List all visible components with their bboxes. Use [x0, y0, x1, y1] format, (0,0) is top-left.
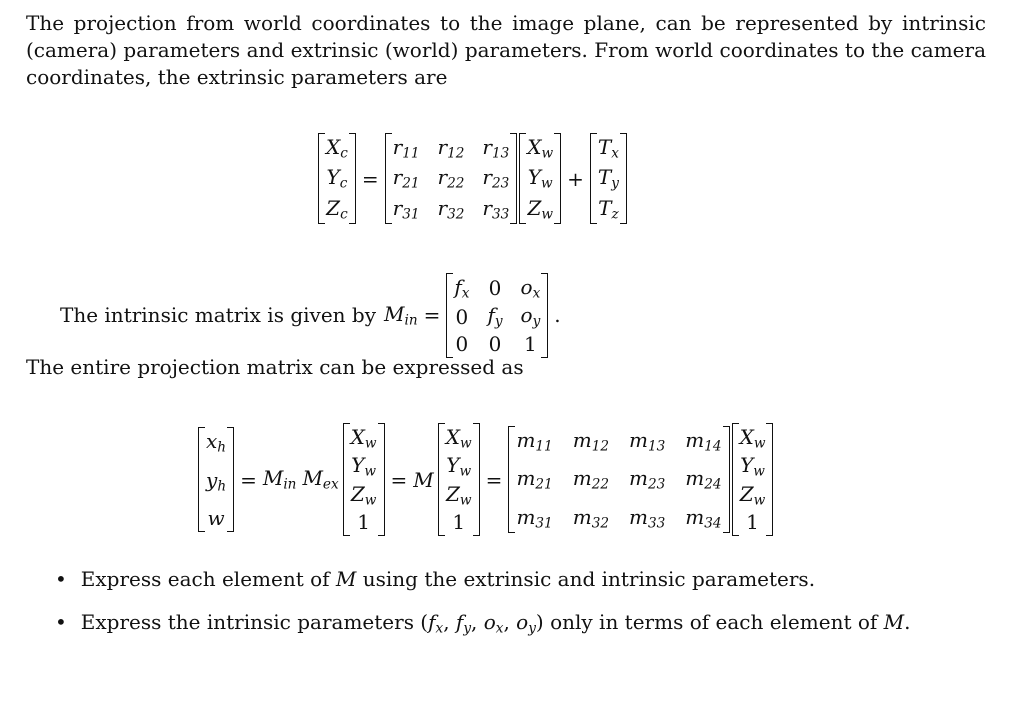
m13: $m_{13}$: [629, 428, 666, 455]
min-symbol: $M_{in}$: [262, 466, 297, 493]
equals-sign: =: [361, 166, 379, 191]
zw-element: $Z_w$: [350, 481, 377, 509]
m21: $m_{21}$: [516, 466, 553, 493]
intrinsic-symbol: $M_{in}$: [384, 302, 418, 329]
tz-element: $T_z$: [598, 195, 619, 223]
r33: $r_{33}$: [482, 195, 510, 223]
ty-element: $T_y$: [597, 165, 619, 192]
list-item: • Express each element of M using the extrinsic and intrinsic parameters.: [55, 567, 911, 591]
intrinsic-equation: [60, 273, 561, 358]
xw-element: $X_w$: [350, 425, 377, 452]
yw-element: $Y_w$: [740, 453, 765, 480]
m33: $m_{33}$: [629, 504, 666, 532]
m22: $m_{22}$: [572, 466, 609, 493]
world-homogeneous-vector: [732, 423, 774, 536]
tx-element: $T_x$: [597, 135, 619, 162]
m-symbol: M: [883, 610, 905, 634]
world-coordinates-vector: [519, 133, 561, 224]
r32: $r_{32}$: [437, 195, 465, 223]
plus-sign: +: [567, 166, 584, 191]
r23: $r_{23}$: [482, 165, 510, 192]
one-element: 1: [746, 510, 759, 535]
yw-element: $Y_w$: [446, 453, 472, 480]
extrinsic-equation: [318, 133, 627, 224]
ox-symbol: $o_x$: [483, 610, 504, 637]
projection-text: The entire projection matrix can be expressed as: [26, 355, 524, 379]
ox-element: $o_x$: [520, 275, 541, 302]
r12: $r_{12}$: [437, 135, 465, 162]
xh-element: $x_h$: [206, 429, 227, 456]
xw-element: $X_w$: [445, 425, 472, 452]
homogeneous-image-vector: [198, 427, 234, 532]
zero-element: 0: [488, 331, 502, 356]
fy-symbol: $f_y$: [455, 610, 472, 637]
world-homogeneous-vector: [343, 423, 385, 536]
yw-element: $Y_w$: [527, 165, 553, 192]
m11: $m_{11}$: [516, 428, 553, 455]
projection-matrix: [508, 426, 729, 533]
r21: $r_{21}$: [392, 165, 420, 192]
oy-symbol: $o_y$: [516, 610, 536, 637]
zw-element: $Z_w$: [445, 481, 472, 509]
camera-coordinates-vector: [318, 133, 356, 224]
zero-element: 0: [455, 331, 469, 356]
equals-sign: =: [423, 303, 441, 328]
translation-vector: [590, 133, 627, 224]
fx-element: $f_x$: [454, 275, 470, 302]
zw-element: $Z_w$: [527, 195, 553, 223]
world-homogeneous-vector: [438, 423, 480, 536]
m32: $m_{32}$: [572, 504, 609, 532]
r31: $r_{31}$: [392, 195, 420, 223]
intrinsic-matrix: [446, 273, 548, 358]
equals-sign: =: [390, 467, 408, 492]
m34: $m_{34}$: [685, 504, 722, 532]
task-list: [55, 567, 911, 655]
zw-element: $Z_w$: [739, 481, 766, 509]
zero-element: 0: [488, 276, 502, 301]
m23: $m_{23}$: [629, 466, 666, 493]
yh-element: $y_h$: [206, 467, 227, 494]
rotation-matrix: [385, 133, 518, 224]
m14: $m_{14}$: [685, 428, 722, 455]
intro-paragraph: The projection from world coordinates to the image plane, can be represented by intrinsic (camera) parameters and extrinsic (world) parameters. From world coordinates to the camera coordinates, the extrinsic parameters are: [26, 11, 986, 89]
fy-element: $f_y$: [487, 303, 503, 330]
period: .: [554, 303, 561, 328]
mex-symbol: $M_{ex}$: [302, 466, 339, 493]
zc-element: $Z_c$: [326, 195, 348, 223]
intrinsic-text: The intrinsic matrix is given by: [60, 303, 376, 328]
fx-symbol: $f_x$: [428, 610, 444, 637]
one-element: 1: [357, 510, 370, 535]
xw-element: $X_w$: [739, 425, 766, 452]
r22: $r_{22}$: [437, 165, 465, 192]
yc-element: $Y_c$: [326, 165, 348, 192]
m24: $m_{24}$: [685, 466, 722, 493]
m-symbol: M: [413, 467, 434, 492]
equals-sign: =: [485, 467, 503, 492]
oy-element: $o_y$: [520, 303, 541, 330]
w-element: w: [207, 505, 225, 530]
zero-element: 0: [455, 304, 469, 329]
m31: $m_{31}$: [516, 504, 553, 532]
r13: $r_{13}$: [482, 135, 510, 162]
xc-element: $X_c$: [326, 135, 348, 162]
xw-element: $X_w$: [527, 135, 554, 162]
yw-element: $Y_w$: [351, 453, 376, 480]
equals-sign: =: [240, 467, 257, 492]
m-symbol: M: [335, 567, 357, 591]
r11: $r_{11}$: [392, 135, 420, 162]
list-item: • Express the intrinsic parameters ($f_x$, $f_y$, $o_x$, $o_y$) only in terms of each element of M.: [55, 610, 911, 636]
one-element: 1: [524, 331, 537, 356]
projection-equation: [198, 423, 773, 536]
one-element: 1: [452, 510, 466, 535]
m12: $m_{12}$: [572, 428, 609, 455]
